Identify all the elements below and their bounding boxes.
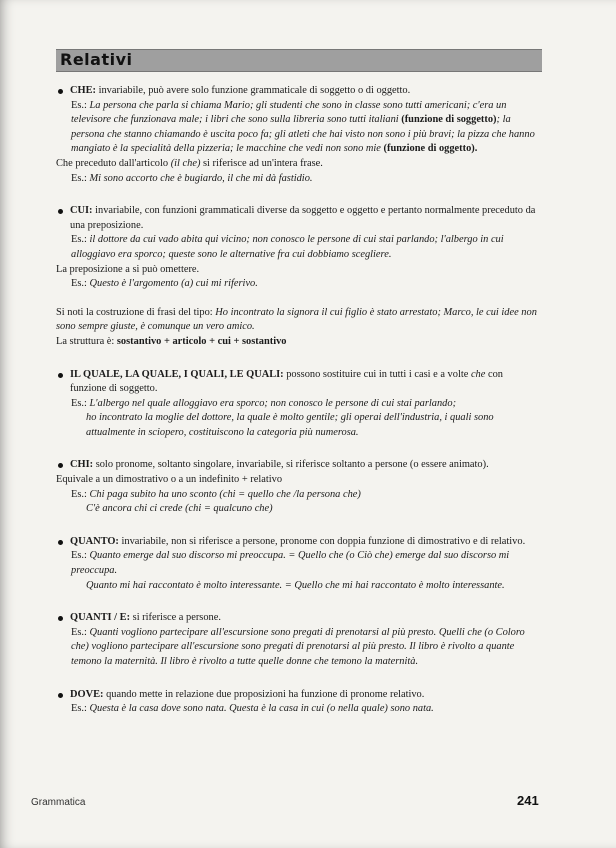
cui-preposition-note: La preposizione a si può omettere. [56,263,200,275]
page-number: 241 [517,793,539,808]
note-text: Che preceduto dall'articolo [56,157,171,169]
term-cui: CUI: [70,205,93,217]
term-quanto: QUANTO: [70,535,119,547]
section-cui [56,204,540,349]
section-title-bar [56,49,542,72]
es-label: Es.: [71,99,87,111]
desc-text: con funzione di soggetto. [70,368,503,395]
desc-cui: invariabile, con funzioni grammaticali diverse da soggetto e oggetto e pertanto normalmente preceduto da una preposizione. [70,205,536,231]
desc-dove: quando mette in relazione due proposizioni ha funzione di pronome relativo. [103,688,425,700]
note-italic: (il che) [170,157,201,169]
page-title: Relativi [60,50,133,69]
example-text: ho incontrato la moglie del dottore, la quale è molto gentile; gli operai dell'industria, i quali sono attualmente in sciopero, costituiscono la categoria più numerosa. [86,412,494,438]
example-text: C'è ancora chi ci crede (chi = qualcuno che) [86,503,273,515]
section-chi [56,458,540,516]
example-cui-2 [56,277,540,292]
note-text: La struttura è: [56,335,117,347]
example-che-2 [56,172,540,187]
term-chi: CHI: [70,459,94,471]
example-quanti-1 [56,626,540,670]
example-text: Questo è l'argomento (a) cui mi riferivo. [89,278,258,290]
section-che [56,84,540,186]
example-chi-2 [56,502,540,517]
entry-chi [56,458,540,473]
example-text: Questa è la casa dove sono nata. Questa è la casa in cui (o nella quale) sono nata. [89,703,434,715]
note-text: Si noti la costruzione di frasi del tipo: [56,306,216,318]
structure-formula: sostantivo + articolo + cui + sostantivo [116,335,287,347]
example-text: Chi paga subito ha uno sconto (chi = quello che /la persona che) [89,488,361,500]
es-label: Es.: [71,278,87,290]
term-il-quale: IL QUALE, LA QUALE, I QUALI, LE QUALI: [70,368,284,380]
note-italic: Ho incontrato la signora il cui figlio è stato arrestato; Marco, le cui idee non sono sempre giuste, è comunque un vero amico. [56,306,537,333]
desc-che: invariabile, può avere solo funzione grammaticale di soggetto o di oggetto. [95,85,411,96]
example-chi-1 [56,488,540,503]
chi-equivalence: Equivale a un dimostrativo o a un indefinito + relativo [56,474,283,486]
desc-italic: che [470,368,486,380]
function-note: (funzione di soggetto) [401,114,497,126]
example-che-1 [56,99,540,157]
term-dove: DOVE: [70,688,104,700]
example-text: il dottore da cui vado abita qui vicino; non conosco le persone di cui stai parlando; l'albergo in cui alloggiavo era sporco; queste sono le alternative fra cui dobbiamo scegliere. [71,234,504,260]
entry-dove [56,688,540,703]
cui-structure [56,335,540,350]
entry-quanto [56,535,540,550]
es-label: Es.: [71,550,87,562]
example-text: Quanti vogliono partecipare all'escursione sono pregati di prenotarsi al più presto. Quelli che (o Coloro che) vogliono partecipare all'escursione sono pregati di prenotarsi al più presto. Il libro è rivolto a quante temono la maternità. Il libro è rivolto a tutte quelle donne che temono la maternità. [71,626,525,667]
desc-quanti: si riferisce a persone. [130,612,221,624]
example-quale-2 [56,411,540,440]
section-quanti [56,611,540,669]
example-cui-1 [56,233,540,262]
content [56,84,540,717]
example-dove-1 [56,702,540,717]
es-label: Es.: [71,172,87,184]
function-note: (funzione di oggetto). [383,143,478,155]
entry-il-quale [56,368,540,397]
es-label: Es.: [71,626,87,638]
example-quale-1 [56,397,540,412]
cui-construction-note [56,306,540,335]
es-label: Es.: [71,488,87,500]
example-text: Mi sono accorto che è bugiardo, il che mi dà fastidio. [89,172,313,184]
desc-quanto: invariabile, non si riferisce a persone, pronome con doppia funzione di dimostrativo e di relativo. [118,535,526,547]
footer-section-name: Grammatica [31,797,86,808]
es-label: Es.: [71,397,87,409]
es-label: Es.: [71,234,87,246]
note-text: si riferisce ad un'intera frase. [200,157,323,169]
section-quanto [56,535,540,593]
term-che: CHE: [70,85,96,96]
example-text: La persona che parla si chiama Mario; gli studenti che sono in classe sono tutti americani; c'era un televisore che funzionava male; i libri che sono sulla libreria sono tutti italiani [71,99,507,126]
example-text: ; la persona che stanno chiamando è uscita poco fa; gli atleti che hai visto non sono i più bravi; la pizza che hanno mangiato è la specialità della pizzeria; le macchine che vedi non sono mie [71,114,535,155]
term-quanti: QUANTI / E: [70,612,131,624]
section-il-quale [56,368,540,441]
example-quanto-1 [56,549,540,578]
example-text: Quanto mi hai raccontato è molto interessante. = Quello che mi hai raccontato è molto interessante. [86,579,505,591]
desc-text: possono sostituire cui in tutti i casi e a volte [283,368,471,380]
entry-cui [56,204,540,233]
desc-chi: solo pronome, soltanto singolare, invariabile, si riferisce soltanto a persone (o essere animato). [93,459,489,471]
example-text: L'albergo nel quale alloggiavo era sporco; non conosco le persone di cui stai parlando; [89,397,457,409]
che-article-note [56,157,540,172]
entry-quanti [56,611,540,626]
entry-che [56,84,540,99]
example-quanto-2 [56,579,540,594]
section-dove [56,688,540,717]
example-text: Quanto emerge dal suo discorso mi preoccupa. = Quello che (o Ciò che) emerge dal suo discorso mi preoccupa. [71,550,510,577]
es-label: Es.: [71,703,87,715]
